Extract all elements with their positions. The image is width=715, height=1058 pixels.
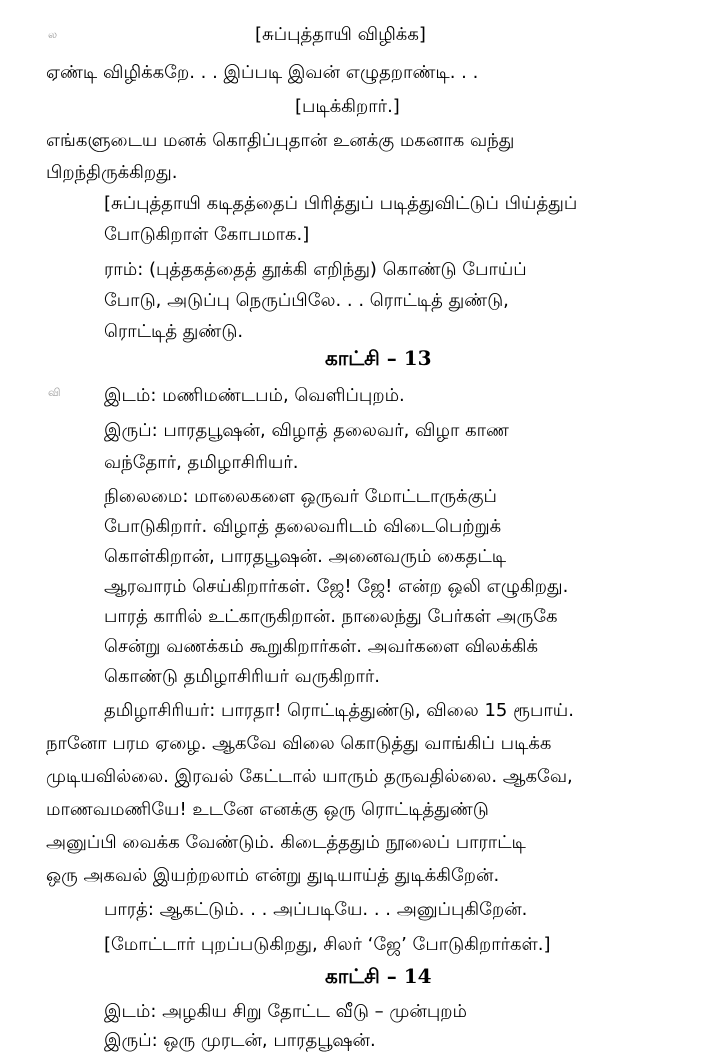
scene-situation: கொண்டு தமிழாசிரியர் வருகிறார்.	[104, 666, 381, 687]
scene-situation: நிலைமை: மாலைகளை ஒருவர் மோட்டாருக்குப்	[104, 486, 497, 507]
dialogue-line: ரொட்டித் துண்டு.	[104, 321, 244, 342]
dialogue-line: நானோ பரம ஏழை. ஆகவே விலை கொடுத்து வாங்கிப் படிக்க	[46, 733, 552, 754]
dialogue-line: ராம்: (புத்தகத்தைத் தூக்கி எறிந்து) கொண்டு போய்ப்	[104, 259, 527, 280]
scene-place: இடம்: அழகிய சிறு தோட்ட வீடு – முன்புறம்	[104, 1001, 467, 1022]
stage-direction: [படிக்கிறார்.]	[295, 96, 400, 117]
stage-direction: [மோட்டார் புறப்படுகிறது, சிலர் ‘ஜே’ போடுகிறார்கள்.]	[104, 934, 551, 955]
dialogue-line: தமிழாசிரியர்: பாரதா! ரொட்டித்துண்டு, விலை 15 ரூபாய்.	[104, 700, 574, 721]
dialogue-line: பிறந்திருக்கிறது.	[46, 162, 178, 183]
scene-situation: பாரத் காரில் உட்காருகிறான். நாலைந்து பேர்கள் அருகே	[104, 606, 558, 627]
scene-heading: காட்சி – 13	[325, 346, 432, 370]
scene-place: இடம்: மணிமண்டபம், வெளிப்புறம்.	[104, 385, 405, 406]
scene-situation: சென்று வணக்கம் கூறுகிறார்கள். அவர்களை விலக்கிக்	[104, 636, 539, 657]
margin-mark: ல	[48, 28, 58, 41]
dialogue-line: அனுப்பி வைக்க வேண்டும். கிடைத்ததும் நூலைப் பாராட்டி	[46, 832, 526, 853]
dialogue-line: போடு, அடுப்பு நெருப்பிலே. . . ரொட்டித் துண்டு,	[104, 290, 509, 311]
scene-heading: காட்சி – 14	[325, 964, 432, 988]
scene-cast: இருப்: ஒரு முரடன், பாரதபூஷன்.	[104, 1030, 376, 1051]
dialogue-line: பாரத்: ஆகட்டும். . . அப்படியே. . . அனுப்புகிறேன்.	[104, 899, 528, 920]
scene-cast: இருப்: பாரதபூஷன், விழாத் தலைவர், விழா காண	[104, 420, 509, 441]
dialogue-line: மாணவமணியே! உடனே எனக்கு ஒரு ரொட்டித்துண்டு	[46, 799, 489, 820]
stage-direction: போடுகிறாள் கோபமாக.]	[104, 224, 310, 245]
scene-cast: வந்தோர், தமிழாசிரியர்.	[104, 452, 299, 473]
stage-direction: [சுப்புத்தாயி விழிக்க]	[255, 24, 426, 45]
dialogue-line: முடியவில்லை. இரவல் கேட்டால் யாரும் தருவதில்லை. ஆகவே,	[46, 766, 573, 787]
dialogue-line: ஒரு அகவல் இயற்றலாம் என்று துடியாய்த் துடிக்கிறேன்.	[46, 865, 500, 886]
dialogue-line: ஏண்டி விழிக்கறே. . . இப்படி இவன் எழுதறாண்டி. . .	[46, 62, 479, 83]
scene-situation: போடுகிறார். விழாத் தலைவரிடம் விடைபெற்றுக்	[104, 516, 502, 537]
stage-direction: [சுப்புத்தாயி கடிதத்தைப் பிரித்துப் படித்துவிட்டுப் பிய்த்துப்	[104, 193, 578, 214]
margin-mark: வி	[48, 386, 61, 399]
dialogue-line: எங்களுடைய மனக் கொதிப்புதான் உனக்கு மகனாக வந்து	[46, 130, 515, 151]
scene-situation: ஆரவாரம் செய்கிறார்கள். ஜே! ஜே! என்ற ஒலி எழுகிறது.	[104, 576, 569, 597]
scene-situation: கொள்கிறான், பாரதபூஷன். அனைவரும் கைதட்டி	[104, 546, 507, 567]
